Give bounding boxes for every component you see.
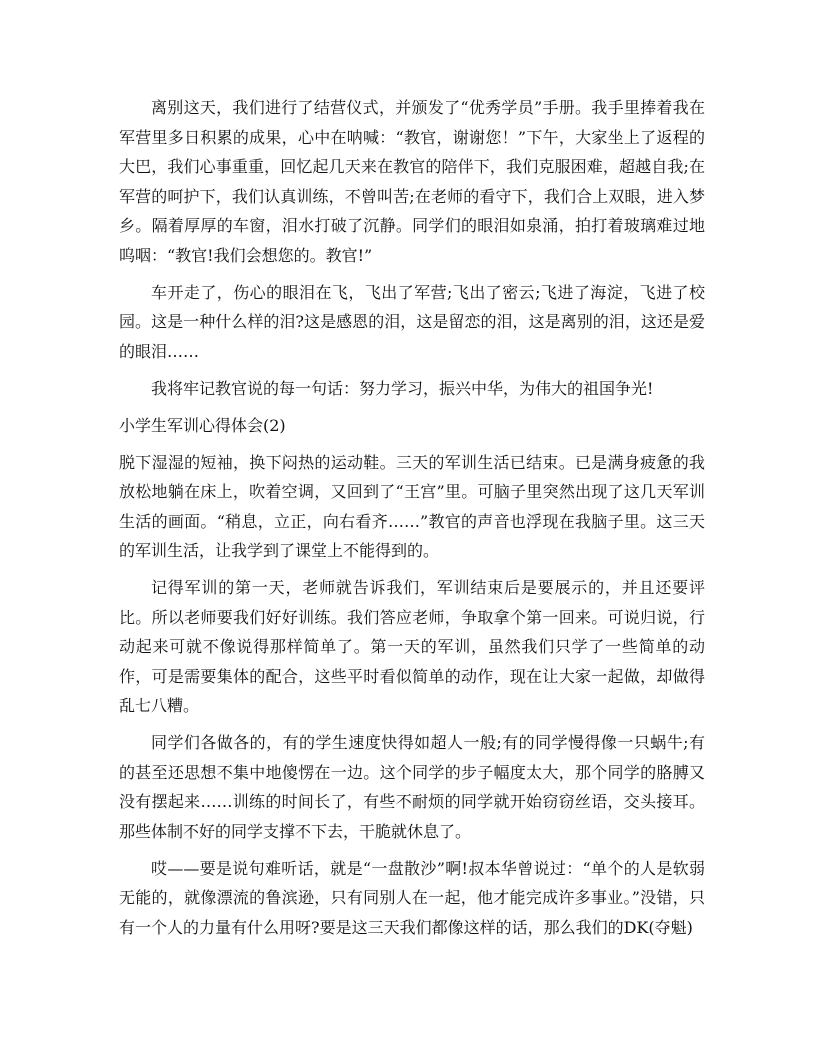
document-body [119,93,705,950]
paragraph-training-ended: 脱下湿湿的短袖，换下闷热的运动鞋。三天的军训生活已结束。已是满身疲惫的我放松地躺在床上，吹着空调，又回到了“王宫”里。可脑子里突然出现了这几天军训生活的画面。“稍息，立正，向右看齐……”教官的声音也浮现在我脑子里。这三天的军训生活，让我学到了课堂上不能得到的。 [119,452,705,560]
paragraph-remember-words: 我将牢记教官说的每一句话：努力学习，振兴中华，为伟大的祖国争光! [151,378,654,398]
section-heading: 小学生军训心得体会(2) [119,415,286,435]
paragraph-farewell-ceremony: 离别这天，我们进行了结营仪式，并颁发了“优秀学员”手册。我手里捧着我在军营里多日积累的成果，心中在呐喊：“教官，谢谢您！”下午，大家坐上了返程的大巴，我们心事重重，回忆起几天来在教官的陪伴下，我们克服困难，超越自我;在军营的呵护下，我们认真训练，不曾叫苦;在老师的看守下，我们合上双眼，进入梦乡。隔着厚厚的车窗，泪水打破了沉静。同学们的眼泪如泉涌，拍打着玻璃难过地呜咽：“教官!我们会想您的。教官!” [119,98,705,265]
paragraph-bus-tears: 车开走了，伤心的眼泪在飞，飞出了军营;飞出了密云;飞进了海淀，飞进了校园。这是一种什么样的泪?这是感恩的泪，这是留恋的泪，这是离别的泪，这还是爱的眼泪…… [119,282,705,361]
paragraph-first-day: 记得军训的第一天，老师就告诉我们，军训结束后是要展示的，并且还要评比。所以老师要我们好好训练。我们答应老师，争取拿个第一回来。可说归说，行动起来可就不像说得那样简单了。第一天的军训，虽然我们只学了一些简单的动作，可是需要集体的配合，这些平时看似简单的动作，现在让大家一起做，却做得乱七八糟。 [119,578,705,715]
paragraph-classmates: 同学们各做各的，有的学生速度快得如超人一般;有的同学慢得像一只蜗牛;有的甚至还思想不集中地傻愣在一边。这个同学的步子幅度太大，那个同学的胳膊又没有摆起来……训练的时间长了，有些不耐烦的同学就开始窃窃丝语，交头接耳。那些体制不好的同学支撑不下去，干脆就休息了。 [119,733,705,841]
paragraph-loose-sand: 哎——要是说句难听话，就是“一盘散沙”啊!叔本华曾说过：“单个的人是软弱无能的，就像漂流的鲁滨逊，只有同别人在一起，他才能完成许多事业。”没错，只有一个人的力量有什么用呀?要是这三天我们都像这样的话，那么我们的DK(夺魁) [119,858,705,937]
